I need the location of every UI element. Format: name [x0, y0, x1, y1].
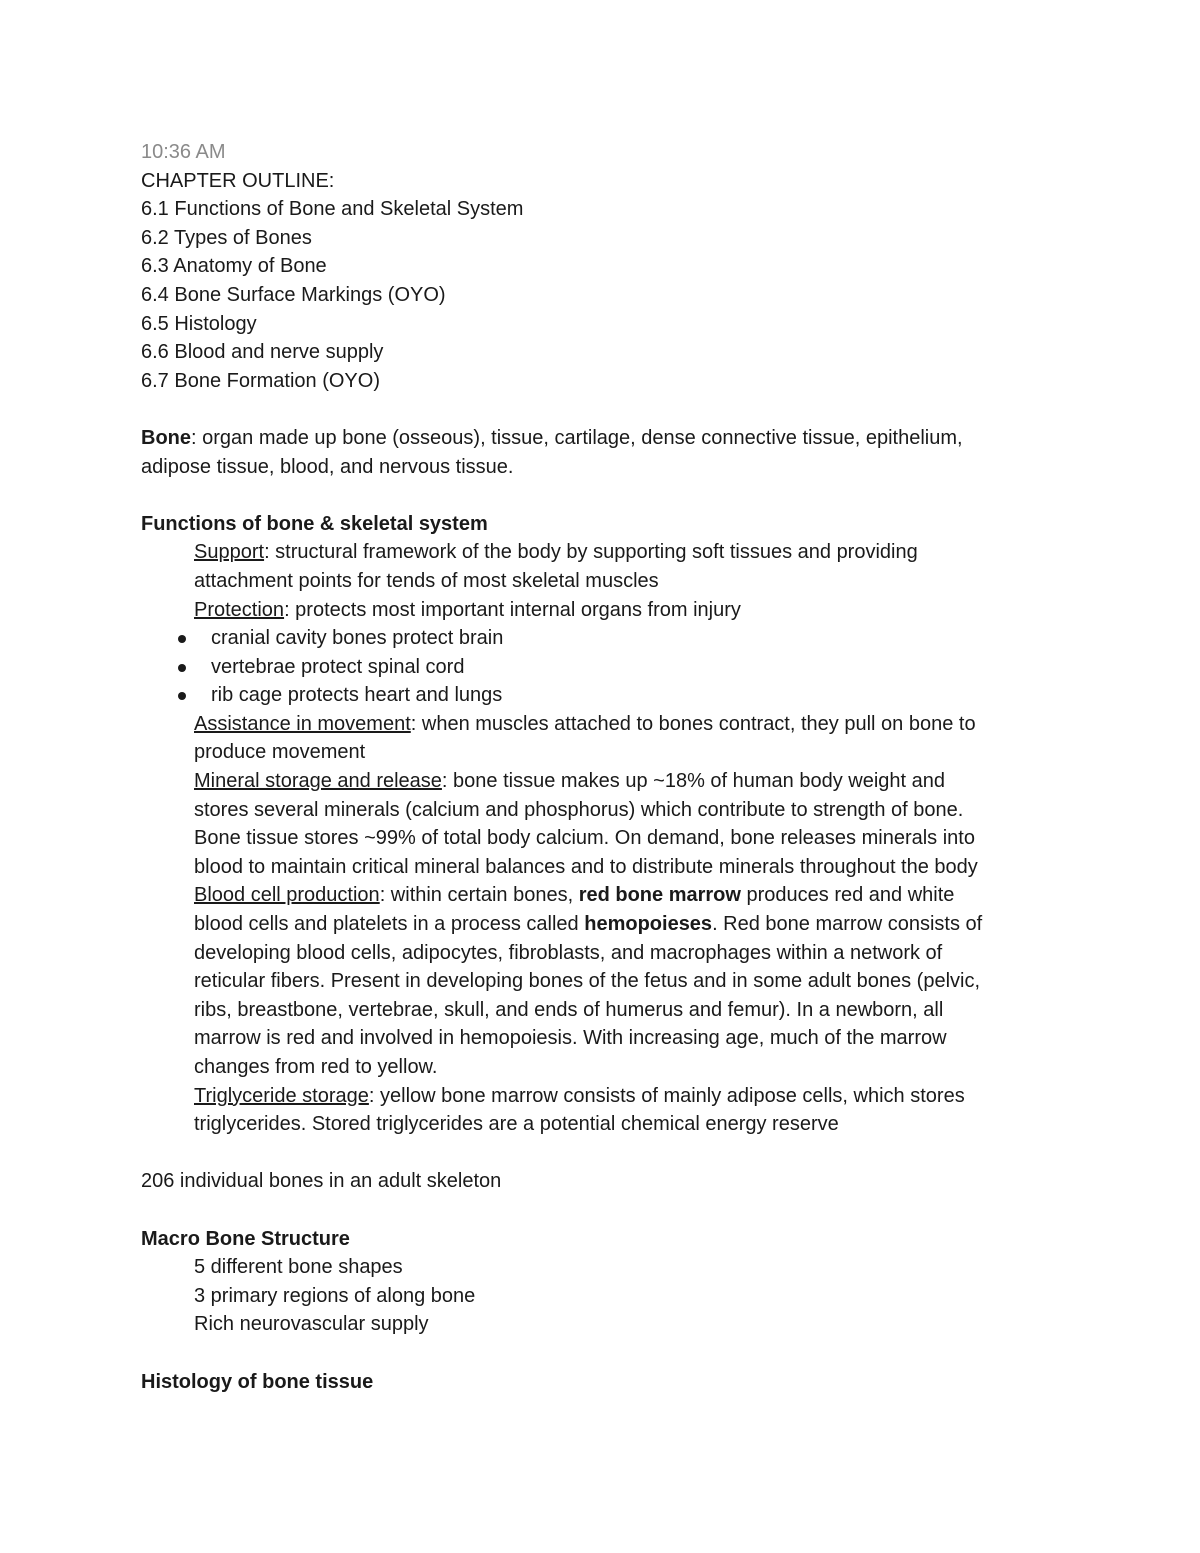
bullet-icon	[178, 635, 186, 643]
blood-text: : within certain bones,	[379, 884, 579, 907]
blood-text: produces red and white	[740, 884, 955, 907]
movement-item	[141, 710, 1051, 739]
outline-heading: CHAPTER OUTLINE:	[141, 169, 335, 192]
protection-text: : protects most important internal organs from injury	[284, 598, 741, 621]
macro-item: Rich neurovascular supply	[194, 1313, 429, 1336]
outline-item: 6.7 Bone Formation (OYO)	[141, 369, 380, 392]
support-text: : structural framework of the body by supporting soft tissues and providing	[264, 541, 918, 564]
movement-text-cont: produce movement	[194, 741, 366, 764]
list-item-text: vertebrae protect spinal cord	[211, 655, 465, 678]
spacer	[141, 1196, 1051, 1225]
outline-item: 6.1 Functions of Bone and Skeletal System	[141, 198, 524, 221]
list-item	[141, 681, 1051, 710]
blood-text: . Red bone marrow consists of	[712, 913, 983, 936]
protection-item	[141, 596, 1051, 625]
outline-item: 6.6 Blood and nerve supply	[141, 341, 384, 364]
blood-text-cont: developing blood cells, adipocytes, fibroblasts, and macrophages within a network of	[194, 941, 943, 964]
outline-item: 6.3 Anatomy of Bone	[141, 255, 327, 278]
bone-definition-cont: adipose tissue, blood, and nervous tissue.	[141, 455, 514, 478]
blood-term: Blood cell production	[194, 884, 380, 907]
macro-item: 5 different bone shapes	[194, 1256, 403, 1279]
bone-term: Bone	[141, 426, 191, 449]
support-item	[141, 538, 1051, 567]
list-item	[141, 624, 1051, 653]
list-item	[141, 653, 1051, 682]
mineral-term: Mineral storage and release	[194, 770, 442, 793]
outline-item: 6.5 Histology	[141, 312, 257, 335]
bullet-icon	[178, 664, 186, 672]
support-term: Support	[194, 541, 265, 564]
timestamp: 10:36 AM	[141, 141, 226, 163]
mineral-text-cont: Bone tissue stores ~99% of total body calcium. On demand, bone releases minerals into	[194, 827, 975, 850]
spacer	[141, 481, 1051, 510]
blood-text-cont: marrow is red and involved in hemopoiesis. With increasing age, much of the marrow	[194, 1027, 947, 1050]
macro-item: 3 primary regions of along bone	[194, 1284, 476, 1307]
spacer	[141, 395, 1051, 424]
mineral-text-cont: stores several minerals (calcium and phosphorus) which contribute to strength of bone.	[194, 798, 964, 821]
mineral-item	[141, 767, 1051, 796]
spacer	[141, 1139, 1051, 1168]
list-item-text: rib cage protects heart and lungs	[211, 684, 503, 707]
macro-heading: Macro Bone Structure	[141, 1227, 350, 1250]
list-item-text: cranial cavity bones protect brain	[211, 627, 504, 650]
bone-definition-text: : organ made up bone (osseous), tissue, cartilage, dense connective tissue, epithelium,	[191, 426, 963, 449]
blood-item	[141, 881, 1051, 910]
blood-text: blood cells and platelets in a process called	[194, 913, 585, 936]
bone-definition	[141, 424, 1051, 453]
outline-item: 6.2 Types of Bones	[141, 226, 312, 249]
mineral-text: : bone tissue makes up ~18% of human body weight and	[441, 770, 946, 793]
document-page	[141, 138, 1051, 1396]
blood-text-cont: reticular fibers. Present in developing bones of the fetus and in some adult bones (pelvic,	[194, 970, 981, 993]
blood-text-cont	[141, 910, 1051, 939]
mineral-text-cont: blood to maintain critical mineral balances and to distribute minerals throughout the body	[194, 855, 978, 878]
movement-term: Assistance in movement	[194, 712, 411, 735]
movement-text: : when muscles attached to bones contract, they pull on bone to	[410, 712, 976, 735]
red-bone-marrow-term: red bone marrow	[578, 884, 741, 907]
functions-heading: Functions of bone & skeletal system	[141, 512, 488, 535]
triglyceride-term: Triglyceride storage	[194, 1084, 369, 1107]
hemopoieses-term: hemopoieses	[584, 913, 713, 936]
support-text-cont: attachment points for tends of most skeletal muscles	[194, 569, 659, 592]
histology-heading: Histology of bone tissue	[141, 1370, 374, 1393]
protection-term: Protection	[194, 598, 285, 621]
triglyceride-item	[141, 1082, 1051, 1111]
blood-text-cont: ribs, breastbone, vertebrae, skull, and ends of humerus and femur). In a newborn, all	[194, 998, 944, 1021]
outline-item: 6.4 Bone Surface Markings (OYO)	[141, 283, 446, 306]
triglyceride-text-cont: triglycerides. Stored triglycerides are a potential chemical energy reserve	[194, 1113, 839, 1136]
blood-text-cont: changes from red to yellow.	[194, 1056, 438, 1078]
spacer	[141, 1339, 1051, 1368]
bones-count: 206 individual bones in an adult skeleton	[141, 1170, 502, 1193]
bullet-icon	[178, 692, 186, 700]
triglyceride-text: : yellow bone marrow consists of mainly adipose cells, which stores	[368, 1084, 965, 1107]
